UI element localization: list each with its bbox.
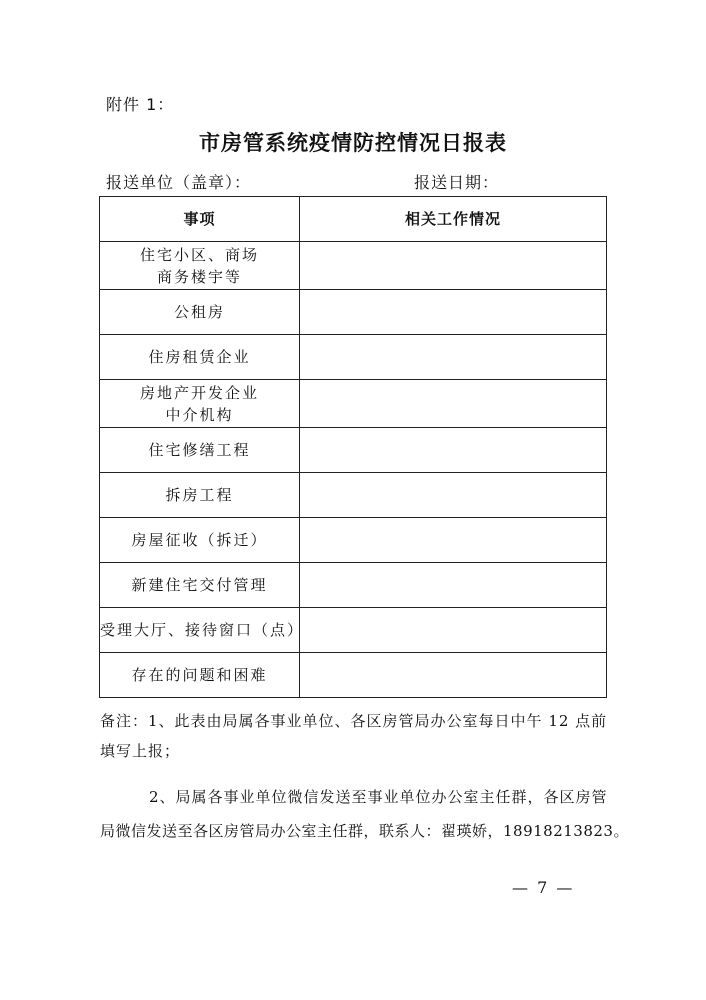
row-item: 拆房工程: [100, 473, 300, 518]
table-row: [100, 653, 607, 698]
table-row: [100, 335, 607, 380]
table-row: [100, 428, 607, 473]
daily-report-table: [99, 196, 607, 698]
row-item: 房地产开发企业 中介机构: [100, 380, 300, 428]
table-header-row: [100, 197, 607, 242]
row-item: 住宅修缮工程: [100, 428, 300, 473]
row-status-cell[interactable]: [300, 428, 607, 473]
row-status-cell[interactable]: [300, 608, 607, 653]
row-status-cell[interactable]: [300, 518, 607, 563]
row-item: 住房租赁企业: [100, 335, 300, 380]
row-item: 房屋征收（拆迁）: [100, 518, 300, 563]
table-row: [100, 290, 607, 335]
row-item: 公租房: [100, 290, 300, 335]
row-item: 新建住宅交付管理: [100, 563, 300, 608]
row-item: 住宅小区、商场 商务楼宇等: [100, 242, 300, 290]
table-row: [100, 608, 607, 653]
table-row: [100, 473, 607, 518]
row-item: 存在的问题和困难: [100, 653, 300, 698]
header-item: 事项: [100, 197, 300, 242]
note-1-line-2: 填写上报；: [100, 742, 181, 760]
report-unit-label: 报送单位（盖章）：: [106, 173, 252, 192]
table-row: [100, 380, 607, 428]
row-status-cell[interactable]: [300, 563, 607, 608]
note-1-line-1: 备注：1、此表由局属各事业单位、各区房管局办公室每日中午 12 点前: [100, 712, 608, 730]
row-status-cell[interactable]: [300, 290, 607, 335]
table-row: [100, 518, 607, 563]
attachment-label: 附件 1：: [106, 95, 175, 114]
table-row: [100, 563, 607, 608]
note-2-line-1: 2、局属各事业单位微信发送至事业单位办公室主任群，各区房管: [149, 788, 608, 806]
note-2-line-2: 局微信发送至各区房管局办公室主任群，联系人：翟瑛娇，18918213823。: [100, 822, 629, 840]
page-number: — 7 —: [512, 878, 575, 897]
row-status-cell[interactable]: [300, 473, 607, 518]
table-row: [100, 242, 607, 290]
row-item: 受理大厅、接待窗口（点）: [100, 608, 300, 653]
page-title: 市房管系统疫情防控情况日报表: [199, 131, 507, 155]
row-status-cell[interactable]: [300, 242, 607, 290]
report-date-label: 报送日期：: [414, 173, 500, 192]
row-status-cell[interactable]: [300, 653, 607, 698]
row-status-cell[interactable]: [300, 380, 607, 428]
header-status: 相关工作情况: [300, 197, 607, 242]
row-status-cell[interactable]: [300, 335, 607, 380]
